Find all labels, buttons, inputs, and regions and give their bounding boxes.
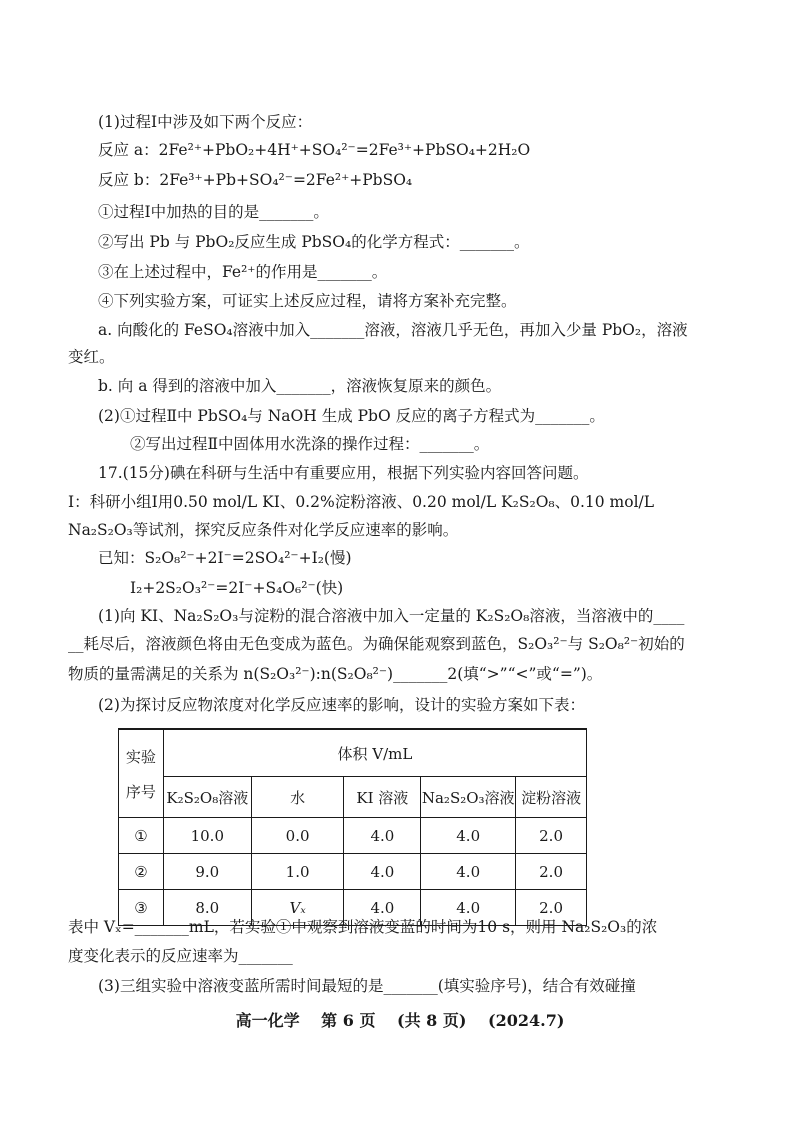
footer-page: 第 6 页 <box>321 1011 376 1030</box>
column-header: 淀粉溶液 <box>516 777 587 818</box>
question-16-part1-intro: (1)过程Ⅰ中涉及如下两个反应： <box>98 113 313 131</box>
question-16-part2: (2)①过程Ⅱ中 PbSO₄与 NaOH 生成 PbO 反应的离子方程式为_______。 <box>98 407 605 425</box>
table-cell: 4.0 <box>421 890 516 926</box>
table-cell: 9.0 <box>163 854 251 890</box>
sub-question-3: ③在上述过程中，Fe²⁺的作用是_______。 <box>98 263 388 281</box>
table-cell: 10.0 <box>163 818 251 854</box>
page-footer <box>0 1008 800 1031</box>
row-id: ① <box>119 818 164 854</box>
reaction-a: 反应 a：2Fe²⁺+PbO₂+4H⁺+SO₄²⁻=2Fe³⁺+PbSO₄+2H₂O <box>98 141 531 159</box>
table-cell: 4.0 <box>344 890 421 926</box>
column-header: Na₂S₂O₃溶液 <box>421 777 516 818</box>
scheme-a: a. 向酸化的 FeSO₄溶液中加入_______溶液，溶液几乎无色，再加入少量 PbO₂，溶液 <box>98 321 688 339</box>
row-id: ③ <box>119 890 164 926</box>
scheme-a-continued: 变红。 <box>68 348 115 366</box>
row-header-top: 实验 <box>125 747 156 766</box>
group-header: 体积 V/mL <box>163 729 586 777</box>
table-cell: Vₓ <box>251 890 344 926</box>
table-cell: 4.0 <box>421 818 516 854</box>
table-cell: 1.0 <box>251 854 344 890</box>
column-header-row <box>119 777 587 818</box>
table-cell: 4.0 <box>344 818 421 854</box>
footer-total: (共 8 页) <box>397 1011 467 1030</box>
sub-question-4: ④下列实验方案，可证实上述反应过程，请将方案补充完整。 <box>98 292 517 310</box>
question-17-reagents-continued: Na₂S₂O₃等试剂，探究反应条件对化学反应速率的影响。 <box>68 521 459 539</box>
column-header: 水 <box>251 777 344 818</box>
scheme-b: b. 向 a 得到的溶液中加入_______，溶液恢复原来的颜色。 <box>98 377 502 395</box>
footer-subject: 高一化学 <box>235 1011 300 1030</box>
question-16-part2-sub2: ②写出过程Ⅱ中固体用水洗涤的操作过程：_______。 <box>130 435 490 453</box>
question-17-part1-relation: 物质的量需满足的关系为 n(S₂O₃²⁻):n(S₂O₈²⁻)_______2(填“>”“<”或“=”)。 <box>68 665 603 683</box>
question-17-part1: (1)向 KI、Na₂S₂O₃与淀粉的混合溶液中加入一定量的 K₂S₂O₈溶液，当溶液中的____ <box>98 607 685 625</box>
question-17-part1-continued: __耗尽后，溶液颜色将由无色变成为蓝色。为确保能观察到蓝色，S₂O₃²⁻与 S₂O₈²⁻初始的 <box>68 635 685 653</box>
table-cell: 2.0 <box>516 854 587 890</box>
row-header-bottom: 序号 <box>125 782 156 801</box>
known-reaction-1: 已知：S₂O₈²⁻+2I⁻=2SO₄²⁻+I₂(慢) <box>98 549 352 567</box>
question-17-part2: (2)为探讨反应物浓度对化学反应速率的影响，设计的实验方案如下表： <box>98 696 585 714</box>
row-header-cell <box>119 729 164 818</box>
table-row <box>119 854 587 890</box>
column-header: KI 溶液 <box>344 777 421 818</box>
table-row <box>119 818 587 854</box>
column-header: K₂S₂O₈溶液 <box>163 777 251 818</box>
sub-question-1: ①过程Ⅰ中加热的目的是_______。 <box>98 203 329 221</box>
question-17-part2-rate: 度变化表示的反应速率为_______ <box>68 947 293 965</box>
table-cell: 8.0 <box>163 890 251 926</box>
footer-date: (2024.7) <box>488 1011 565 1030</box>
sub-question-2: ②写出 Pb 与 PbO₂反应生成 PbSO₄的化学方程式：_______。 <box>98 233 530 251</box>
row-id: ② <box>119 854 164 890</box>
question-17-reagents: Ⅰ：科研小组Ⅰ用0.50 mol/L KI、0.2%淀粉溶液、0.20 mol/L K₂S₂O₈、0.10 mol/L <box>68 493 655 511</box>
question-17-title: 17.(15分)碘在科研与生活中有重要应用，根据下列实验内容回答问题。 <box>98 464 589 482</box>
table-cell: 2.0 <box>516 818 587 854</box>
question-17-part3: (3)三组实验中溶液变蓝所需时间最短的是_______(填实验序号)，结合有效碰撞 <box>98 977 636 995</box>
reaction-b: 反应 b：2Fe³⁺+Pb+SO₄²⁻=2Fe²⁺+PbSO₄ <box>98 171 413 189</box>
table-cell: 4.0 <box>421 854 516 890</box>
question-17-part2-blank: 表中 Vₓ=_______mL，若实验①中观察到溶液变蓝的时间为10 s，则用 Na₂S₂O₃的浓 <box>68 918 658 936</box>
table-cell: 0.0 <box>251 818 344 854</box>
table-header-row <box>119 729 587 777</box>
table-cell: 4.0 <box>344 854 421 890</box>
table-cell: 2.0 <box>516 890 587 926</box>
experiment-table <box>118 728 587 926</box>
known-reaction-2: I₂+2S₂O₃²⁻=2I⁻+S₄O₆²⁻(快) <box>130 579 344 597</box>
